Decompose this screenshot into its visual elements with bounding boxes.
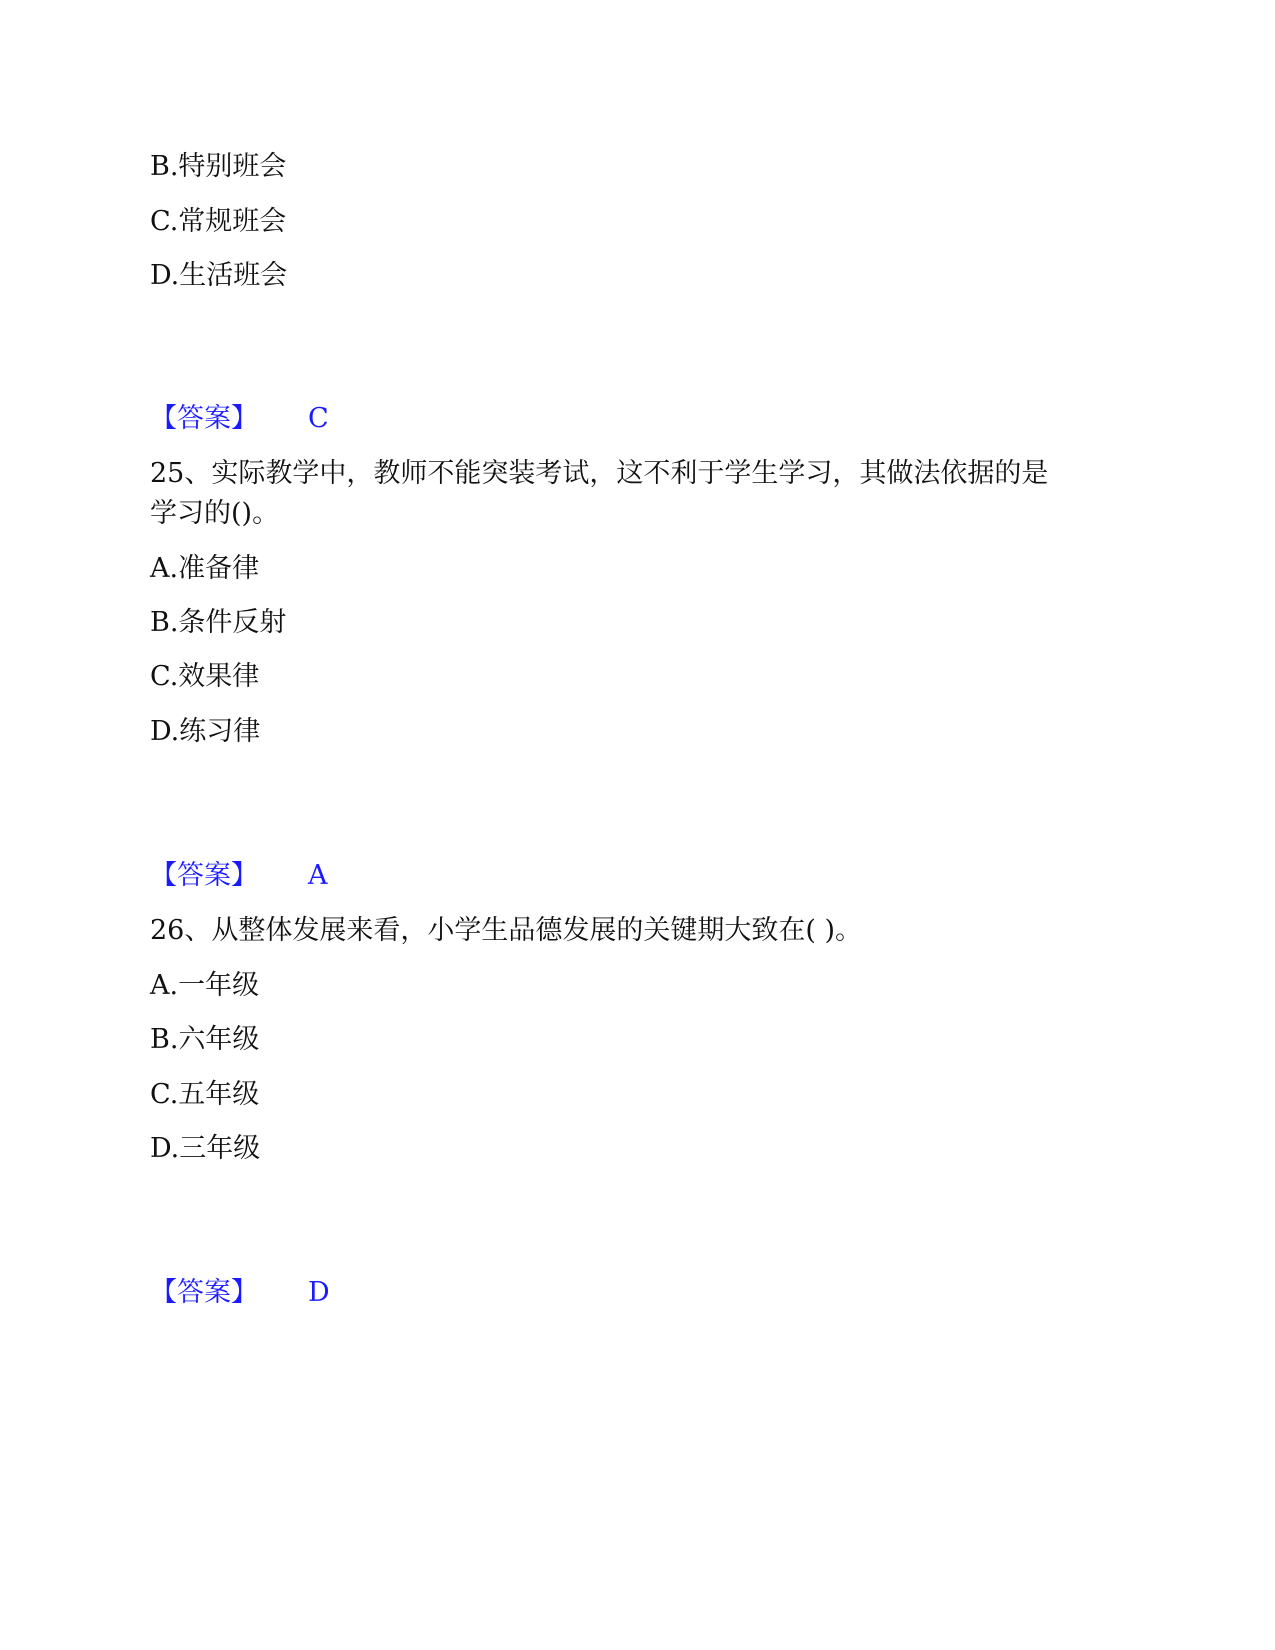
q25-stem-line2: 学习的()。 <box>150 498 280 529</box>
q26-answer-tag: 【答案】 <box>150 1277 258 1308</box>
q26-answer <box>150 1276 330 1310</box>
q25-option-a: A.准备律 <box>150 553 260 584</box>
q25-answer <box>150 859 328 893</box>
q25-stem-line1: 25、实际教学中，教师不能突装考试，这不利于学生学习，其做法依据的是 <box>150 458 1049 489</box>
q26-option-b: B.六年级 <box>150 1024 260 1055</box>
q24-option-b: B.特别班会 <box>150 151 287 182</box>
q26-option-a: A.一年级 <box>150 970 260 1001</box>
q26-option-d: D.三年级 <box>150 1133 261 1164</box>
q24-option-d: D.生活班会 <box>150 260 288 291</box>
q26-stem: 26、从整体发展来看，小学生品德发展的关键期大致在( )。 <box>150 915 863 946</box>
q24-answer <box>150 402 329 436</box>
q24-answer-tag: 【答案】 <box>150 403 258 434</box>
q25-answer-value: A <box>308 860 328 891</box>
q24-option-c: C.常规班会 <box>150 206 287 237</box>
q25-answer-tag: 【答案】 <box>150 860 258 891</box>
q25-option-b: B.条件反射 <box>150 607 287 638</box>
q26-answer-value: D <box>308 1277 330 1308</box>
q26-option-c: C.五年级 <box>150 1079 260 1110</box>
q24-answer-value: C <box>308 403 329 434</box>
q25-option-c: C.效果律 <box>150 661 260 692</box>
q25-option-d: D.练习律 <box>150 716 261 747</box>
